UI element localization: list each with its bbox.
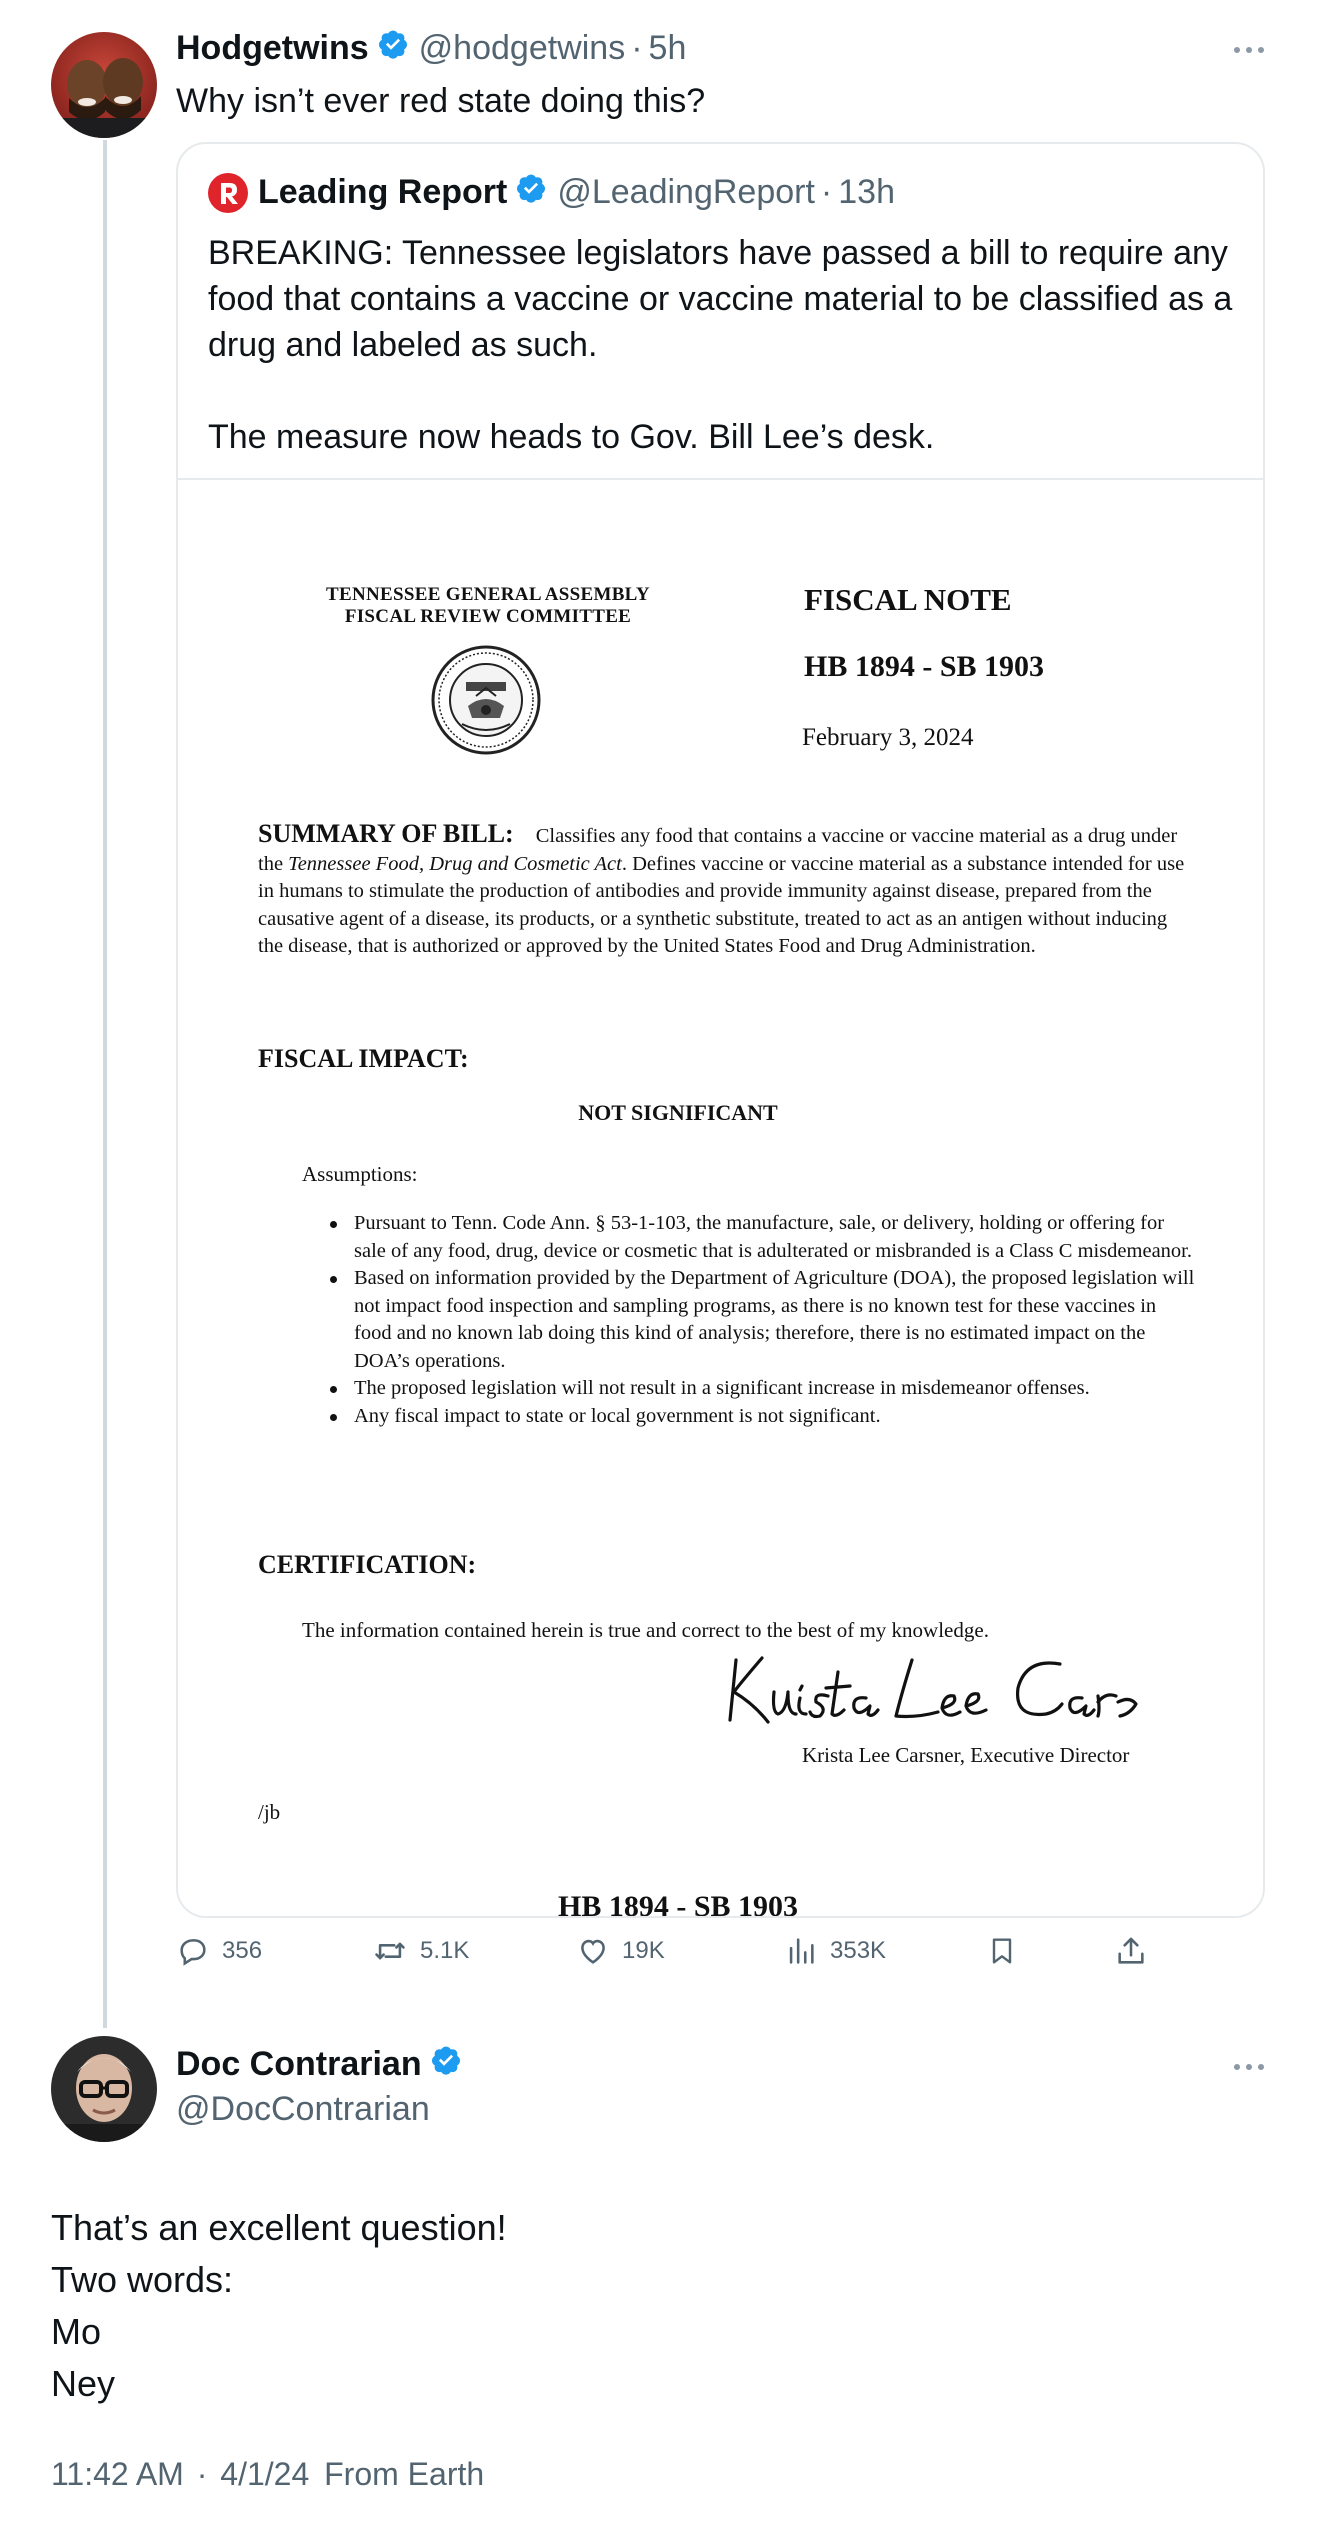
fiscal-note-document-image[interactable] [178,480,1265,1918]
tweet-author-row [176,28,686,69]
doc-signer-name: Krista Lee Carsner, Executive Director [802,1743,1130,1767]
reply-time[interactable]: 11:42 AM [51,2456,184,2492]
doc-assumption-item: Based on information provided by the Department of Agriculture (DOA), the proposed legislation will not impact food inspection and sampling programs, as there is no known test for these vaccines in food and no known lab doing this kind of analysis; therefore, there is no estimated impact on the DOA’s operations. [328,1265,1198,1375]
quoted-tweet-card[interactable] [176,142,1265,1918]
reply-icon [176,1934,210,1968]
quoted-dot-separator: · [820,173,833,211]
tweet-actions-bar [176,1934,1176,1988]
doc-heading: FISCAL NOTE [804,582,1012,617]
heart-icon [576,1934,610,1968]
doc-bill-number: HB 1894 - SB 1903 [804,650,1045,683]
repost-button[interactable] [372,1934,469,1968]
repost-count: 5.1K [420,1937,470,1964]
tweet-timestamp[interactable]: 5h [648,29,687,67]
bookmark-icon [986,1934,1018,1968]
doc-assumption-item: Any fiscal impact to state or local government is not significant. [328,1403,1198,1431]
tennessee-state-seal-icon [430,644,542,761]
doc-date: February 3, 2024 [802,724,974,751]
reply-author-handle[interactable]: @DocContrarian [176,2090,430,2128]
reply-handle-row [176,2090,430,2129]
doc-assumptions-label: Assumptions: [302,1162,418,1186]
avatar-hodgetwins[interactable] [51,32,157,138]
quoted-verified-badge-icon [515,172,547,213]
doc-assumption-item: Pursuant to Tenn. Code Ann. § 53-1-103, the manufacture, sale, or delivery, holding or offering for sale of any food, drug, device or cosmetic that is adulterated or misbranded is a Class C misdemeanor. [328,1210,1198,1265]
dot-separator: · [631,29,643,67]
doc-summary-act: Tennessee Food, Drug and Cosmetic Act [288,852,622,875]
quoted-author-row [208,172,895,213]
reply-author-display-name[interactable]: Doc Contrarian [176,2045,422,2083]
like-count: 19K [622,1937,665,1964]
doc-summary-part2: . Defines vaccine or vaccine material as a substance intended for use in humans to stimulate the production of antibodies and provide immunity against disease, prepared from the causative agent of a disease, its products, or a synthetic substitute, treated to act as an antigen without inducing the disease, that is authorized or approved by the United States Food and Drug Administration. [258,852,1185,957]
views-button[interactable] [784,1934,886,1968]
quoted-author-display-name[interactable]: Leading Report [258,173,508,211]
reply-more-options-icon[interactable] [1234,2064,1264,2070]
doc-certification-text: The information contained herein is true and correct to the best of my knowledge. [302,1618,989,1642]
doc-agency-line2: FISCAL REVIEW COMMITTEE [344,606,632,627]
verified-badge-icon [377,28,409,69]
doc-fiscal-impact-value: NOT SIGNIFICANT [578,1100,778,1125]
doc-assumptions-list [328,1210,1198,1430]
reply-button[interactable] [176,1934,262,1968]
author-display-name[interactable]: Hodgetwins [176,29,369,67]
reply-meta-line [51,2456,484,2493]
share-button[interactable] [1114,1934,1148,1968]
doc-assumption-item: The proposed legislation will not result in a significant increase in misdemeanor offenses. [328,1375,1198,1403]
quoted-tweet-text: BREAKING: Tennessee legislators have passed a bill to require any food that contains a vaccine or vaccine material to be classified as a drug and labeled as such. The measure now heads to Gov. Bill Lee’s desk. [208,234,1233,456]
reply-text: That’s an excellent question! Two words: Mo Ney [51,2207,507,2404]
doc-initials: /jb [258,1800,281,1824]
doc-summary [258,820,1188,961]
author-handle[interactable]: @hodgetwins [418,29,626,67]
share-icon [1114,1934,1148,1968]
reply-author-row [176,2044,462,2085]
reply-source: From Earth [324,2456,485,2492]
doc-certification-label: CERTIFICATION: [258,1550,477,1579]
meta-dot-separator: · [196,2456,208,2492]
quoted-author-handle[interactable]: @LeadingReport [557,173,815,211]
bookmark-button[interactable] [986,1934,1018,1968]
reply-count: 356 [222,1937,263,1964]
doc-fiscal-impact-label: FISCAL IMPACT: [258,1044,469,1073]
doc-footer-bill: HB 1894 - SB 1903 [557,1890,799,1918]
handwritten-signature [716,1642,1156,1739]
views-chart-icon [784,1934,818,1968]
doc-summary-part1: Classifies any food that contains a vaccine or vaccine material as a drug under the [258,825,1178,875]
avatar-doc-contrarian[interactable] [51,2036,157,2142]
reply-date[interactable]: 4/1/24 [220,2456,310,2492]
doc-agency-line1: TENNESSEE GENERAL ASSEMBLY [326,584,650,605]
like-button[interactable] [576,1934,665,1968]
thread-connector-line [103,140,107,2028]
views-count: 353K [830,1937,887,1964]
reply-verified-badge-icon [430,2044,462,2085]
tweet-text: Why isn’t ever red state doing this? [176,82,706,120]
doc-summary-label: SUMMARY OF BILL: [258,819,514,848]
more-options-icon[interactable] [1234,47,1264,53]
repost-icon [372,1934,408,1968]
quoted-timestamp[interactable]: 13h [838,173,895,211]
leading-report-r-logo-icon [208,173,248,213]
doc-agency-heading [298,584,678,628]
